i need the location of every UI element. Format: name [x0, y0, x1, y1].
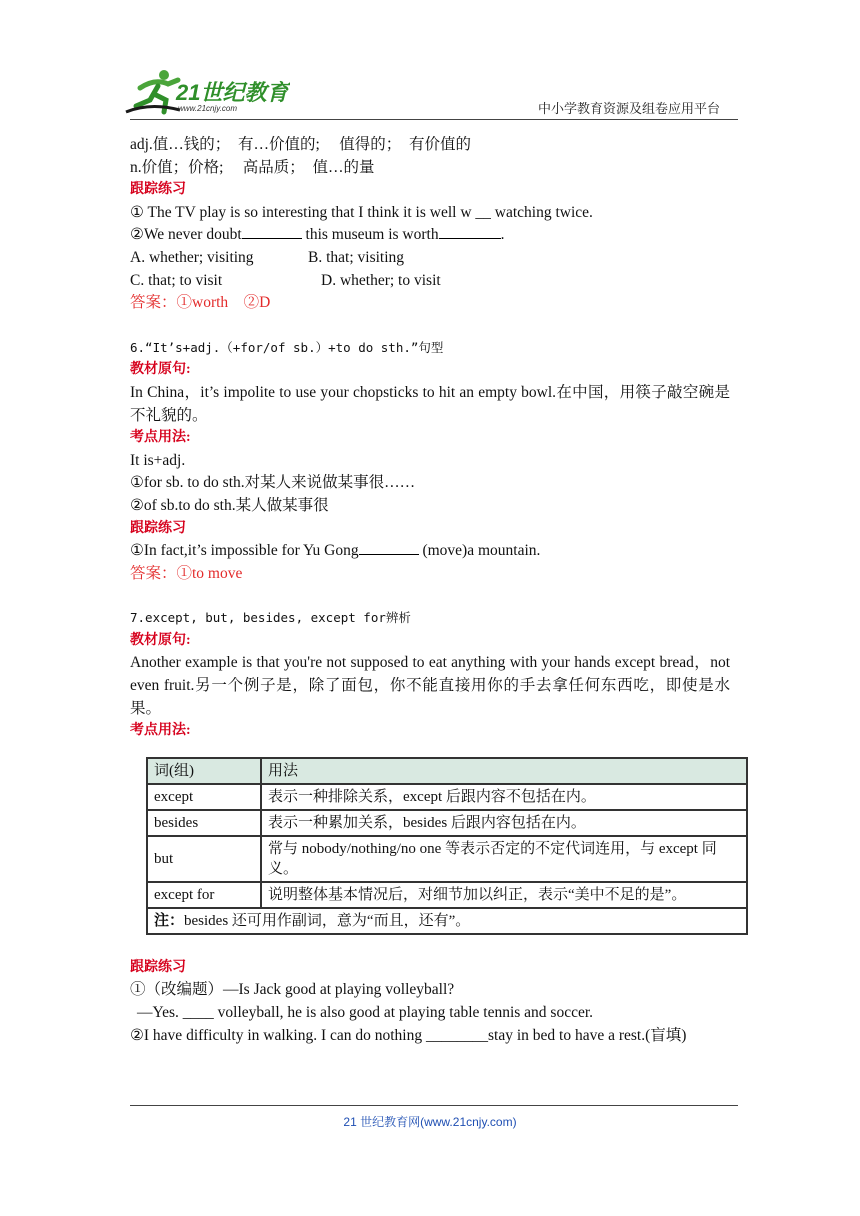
question-1-reply: —Yes. ____ volleyball, he is also good at playing table tennis and soccer.: [137, 1004, 594, 1022]
usage-line: ②of sb.to do sth.某人做某事很: [130, 496, 329, 514]
section-6-heading: 6.“It’s+adj.（+for/of sb.）+to do sth.”句型: [130, 339, 444, 355]
table-cell: 说明整体基本情况后，对细节加以纠正，表示“美中不足的是”。: [261, 882, 747, 908]
runner-icon: [126, 70, 180, 112]
textbook-sentence-label: 教材原句:: [130, 362, 191, 378]
practice-label: 跟踪练习: [130, 182, 186, 198]
table-row: [147, 784, 747, 810]
table-cell: 常与 nobody/nothing/no one 等表示否定的不定代词连用，与 except 同义。: [261, 836, 747, 882]
options-ab: A. whether; visiting B. that; visiting: [130, 248, 405, 266]
blank: [439, 224, 501, 239]
table-row: [147, 882, 747, 908]
question-1: ①（改编题）—Is Jack good at playing volleyball?: [130, 981, 455, 999]
svg-text:21世纪教育: 21世纪教育: [176, 80, 289, 105]
table-cell: besides: [147, 810, 261, 836]
table-header: 用法: [261, 758, 747, 784]
table-cell: except: [147, 784, 261, 810]
svg-text:www.21cnjy.com: www.21cnjy.com: [178, 104, 237, 113]
usage-line: It is+adj.: [130, 451, 186, 469]
document-body: [130, 134, 730, 1047]
question-2: ②We never doubt this museum is worth .: [130, 226, 505, 244]
adj-meaning: adj.值…钱的； 有…价值的; 值得的； 有价值的: [130, 136, 471, 153]
platform-title: 中小学教育资源及组卷应用平台: [537, 101, 720, 116]
options-cd: C. that; to visit D. whether; to visit: [130, 271, 441, 289]
page-header: [0, 0, 860, 120]
usage-label: 考点用法:: [130, 723, 191, 739]
practice-label: 跟踪练习: [130, 959, 186, 975]
table-cell: but: [147, 836, 261, 882]
table-header: 词(组): [147, 758, 261, 784]
textbook-sentence: In China，it’s impolite to use your chopsticks to hit an empty bowl.在中国，用筷子敲空碗是不礼貌的。: [130, 383, 730, 424]
answer: 答案：①worth ②D: [130, 294, 271, 312]
textbook-sentence: Another example is that you're not supposed to eat anything with your hands except bread，not even fruit.另一个例子是，除了面包，你不能直接用你的手去拿任何东西吃，即使是水果。: [130, 654, 730, 717]
question-1: ① The TV play is so interesting that I think it is well w __ watching twice.: [130, 203, 593, 221]
table-cell: 表示一种排除关系，except 后跟内容不包括在内。: [261, 784, 747, 810]
blank: [359, 540, 419, 555]
question-1: ①In fact,it’s impossible for Yu Gong (move)a mountain.: [130, 542, 541, 560]
n-meaning: n.价值；价格; 高品质； 值…的量: [130, 158, 375, 176]
footer-link[interactable]: 21 世纪教育网(www.21cnjy.com): [343, 1115, 517, 1129]
table-header-row: [147, 758, 747, 784]
blank: [242, 224, 302, 239]
header-divider: [130, 119, 738, 120]
table-row: [147, 810, 747, 836]
logo: [120, 66, 290, 116]
question-2: ②I have difficulty in walking. I can do nothing ________stay in bed to have a rest.(盲填): [130, 1026, 687, 1044]
answer: 答案：①to move: [130, 564, 243, 582]
usage-line: ①for sb. to do sth.对某人来说做某事很……: [130, 474, 416, 492]
footer-divider: [130, 1105, 738, 1106]
textbook-sentence-label: 教材原句:: [130, 632, 191, 648]
usage-table: [146, 757, 748, 935]
section-7-heading: 7.except, but, besides, except for辨析: [130, 610, 411, 626]
table-note-row: [147, 908, 747, 934]
practice-label: 跟踪练习: [130, 520, 186, 536]
table-cell: except for: [147, 882, 261, 908]
usage-label: 考点用法:: [130, 430, 191, 446]
table-note: 注：besides 还可用作副词，意为“而且，还有”。: [147, 908, 747, 934]
table-cell: 表示一种累加关系，besides 后跟内容包括在内。: [261, 810, 747, 836]
table-row: [147, 836, 747, 882]
